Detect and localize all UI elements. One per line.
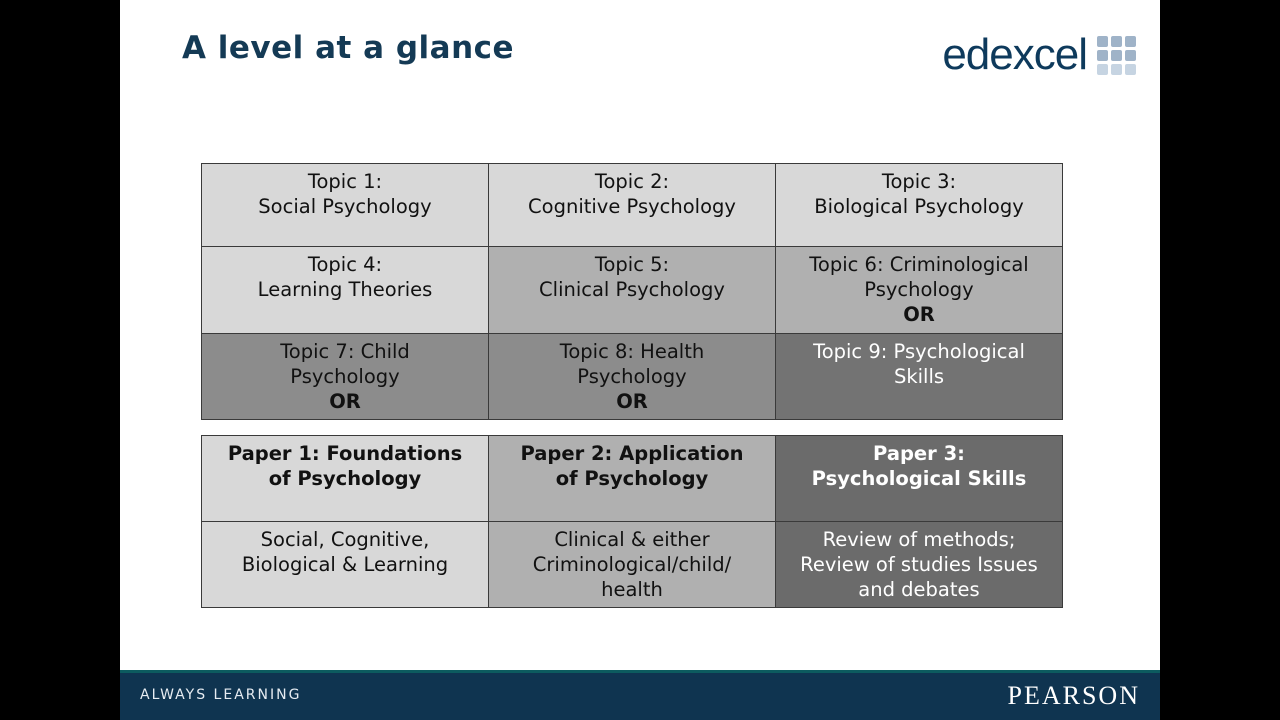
paper-desc-line: Review of studies Issues bbox=[800, 553, 1038, 576]
topic-line: Cognitive Psychology bbox=[528, 195, 736, 218]
topic-line: Social Psychology bbox=[258, 195, 432, 218]
topic-cell bbox=[776, 334, 1063, 420]
logo-dots-icon bbox=[1097, 36, 1136, 75]
topic-cell bbox=[202, 164, 489, 247]
paper-desc-line: health bbox=[601, 578, 663, 601]
papers-table bbox=[201, 435, 1063, 608]
paper-desc-cell bbox=[776, 522, 1063, 608]
topic-line: Topic 2: bbox=[594, 170, 670, 193]
paper-title-line: of Psychology bbox=[555, 467, 709, 490]
paper-desc-cell bbox=[489, 522, 776, 608]
topics-table bbox=[201, 163, 1063, 420]
topic-line: Topic 6: Criminological bbox=[809, 253, 1029, 276]
slide-title: A level at a glance bbox=[182, 30, 515, 66]
paper-title-line: Paper 3: bbox=[873, 442, 965, 465]
topic-cell bbox=[489, 164, 776, 247]
topic-cell bbox=[489, 247, 776, 334]
topic-line: Psychology bbox=[577, 365, 687, 388]
topic-cell bbox=[776, 164, 1063, 247]
topic-cell bbox=[776, 247, 1063, 334]
paper-desc-line: Biological & Learning bbox=[241, 553, 449, 576]
paper-desc-cell bbox=[202, 522, 489, 608]
topic-line: Skills bbox=[893, 365, 945, 388]
topic-cell bbox=[489, 334, 776, 420]
paper-desc-line: Social, Cognitive, bbox=[260, 528, 430, 551]
paper-title-line: Psychological Skills bbox=[811, 467, 1027, 490]
edexcel-logo bbox=[942, 30, 1136, 80]
paper-desc-line: Clinical & either bbox=[554, 528, 710, 551]
topic-line: Psychology bbox=[290, 365, 400, 388]
logo-text: edexcel bbox=[942, 30, 1087, 79]
footer-bar bbox=[120, 670, 1160, 720]
topic-line: Clinical Psychology bbox=[539, 278, 725, 301]
topic-line: Psychology bbox=[864, 278, 974, 301]
topic-line: Topic 4: bbox=[307, 253, 383, 276]
paper-desc-line: and debates bbox=[858, 578, 980, 601]
topic-line: Topic 9: Psychological bbox=[813, 340, 1025, 363]
topic-line: Biological Psychology bbox=[814, 195, 1024, 218]
topic-line: Learning Theories bbox=[257, 278, 433, 301]
paper-desc-line: Criminological/child/ bbox=[532, 553, 732, 576]
topic-line: Topic 7: Child bbox=[280, 340, 410, 363]
paper-title-cell bbox=[776, 436, 1063, 522]
topic-cell bbox=[202, 334, 489, 420]
paper-title-line: of Psychology bbox=[268, 467, 422, 490]
topic-line: Topic 5: bbox=[594, 253, 670, 276]
paper-title-cell bbox=[202, 436, 489, 522]
pearson-logo: PEARSON bbox=[1007, 681, 1140, 710]
or-label: OR bbox=[329, 390, 361, 413]
or-label: OR bbox=[903, 303, 935, 326]
topic-cell bbox=[202, 247, 489, 334]
or-label: OR bbox=[616, 390, 648, 413]
paper-title-cell bbox=[489, 436, 776, 522]
paper-desc-line: Review of methods; bbox=[822, 528, 1016, 551]
topic-line: Topic 1: bbox=[307, 170, 383, 193]
topic-line: Topic 8: Health bbox=[559, 340, 705, 363]
topic-line: Topic 3: bbox=[881, 170, 957, 193]
paper-title-line: Paper 2: Application bbox=[520, 442, 744, 465]
paper-title-line: Paper 1: Foundations bbox=[227, 442, 463, 465]
slide bbox=[120, 0, 1160, 720]
footer-tagline: ALWAYS LEARNING bbox=[140, 687, 302, 703]
